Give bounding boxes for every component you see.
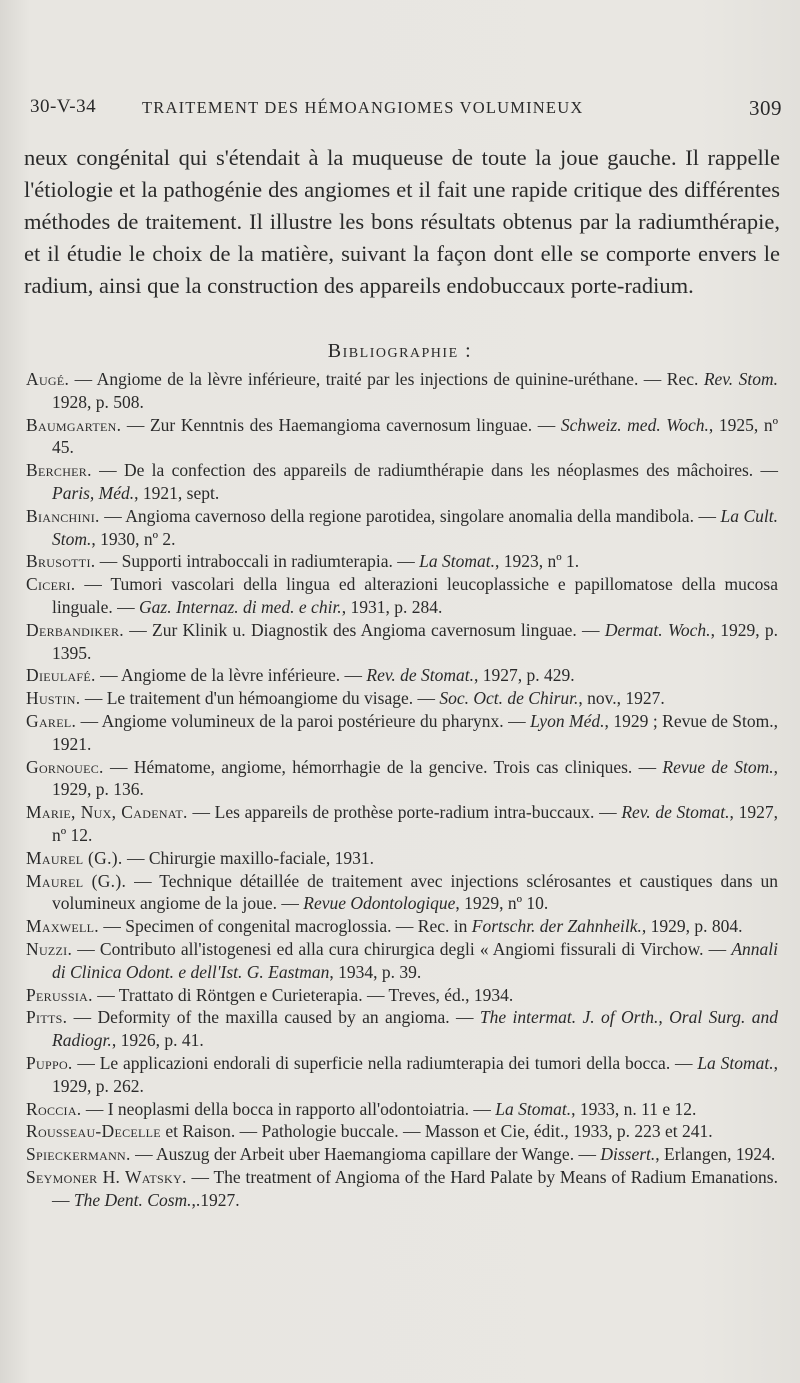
entry-source: The Dent. Cosm. [73, 1189, 192, 1210]
entry-text: — Tumori vascolari della lingua ed alterazioni leucoplassiche e papillomatose della mucosa linguale. — [52, 574, 778, 617]
bibliography-entry [26, 1098, 778, 1121]
entry-source: Rev. de Stomat. [366, 665, 474, 686]
entry-text: — Contributo all'istogenesi ed alla cura chirurgica degli « Angiomi fissurali di Virchow. — [72, 938, 732, 959]
bibliography-entry [26, 414, 778, 460]
entry-source: Fortschr. der Zahnheilk. [471, 916, 642, 937]
entry-author: Bercher. [26, 460, 92, 481]
bibliography-entry [26, 1143, 778, 1166]
bibliography-entry [26, 368, 778, 414]
header-date: 30-V-34 [30, 96, 97, 117]
intro-text [24, 142, 780, 302]
entry-author: Gornouec. [26, 756, 104, 777]
entry-details: , 1923, nº 1. [494, 551, 580, 572]
entry-text: — The treatment of Angioma of the Hard Palate by Means of Radium Emanations. — [52, 1166, 778, 1210]
entry-details: , 1927, p. 429. [473, 665, 575, 686]
entry-details: , 1927, nº 12. [52, 802, 779, 845]
entry-source: La Cult. Stom. [52, 505, 778, 549]
bibliography-entry [26, 619, 778, 665]
section-title: Bibliographie : [327, 340, 473, 362]
entry-text: — Zur Klinik u. Diagnostik des Angioma cavernosum linguae. — [123, 619, 605, 640]
entry-details: , 1929, p. 262. [52, 1052, 778, 1096]
entry-details: , 1929, p. 1395. [52, 619, 778, 663]
bibliography-entry [26, 1120, 778, 1143]
bibliography-entry [26, 505, 778, 551]
bibliography-entry [26, 938, 778, 984]
entry-author: Seymoner H. Watsky. [26, 1166, 187, 1187]
entry-details: , 1929, p. 804. [641, 916, 743, 937]
entry-text: — Angiome de la lèvre inférieure. — [95, 665, 367, 686]
entry-details: , 1930, nº 2. [91, 528, 176, 549]
bibliography-entry [26, 915, 778, 938]
bibliography-entry [26, 687, 778, 710]
entry-source: La Stomat. [697, 1052, 774, 1073]
bibliography-entry [26, 870, 778, 916]
entry-source: Rev. de Stomat. [621, 802, 730, 823]
entry-author: Maxwell. [26, 916, 99, 937]
entry-author: Rousseau-Decelle [26, 1121, 161, 1142]
entry-author: Maurel (G.). [26, 870, 127, 891]
bibliography-entry [26, 1052, 778, 1098]
entry-details: , 1929, nº 10. [455, 893, 549, 914]
entry-author: Brusotti. [26, 551, 96, 572]
entry-author: Augé. [26, 369, 70, 389]
entry-text: — Chirurgie maxillo-faciale, 1931. [122, 847, 374, 868]
entry-author: Perussia. [26, 984, 93, 1005]
bibliography-entry [26, 550, 778, 573]
bibliography-entry [26, 847, 778, 870]
entry-text: — Le traitement d'un hémoangiome du visage. — [80, 688, 440, 709]
entry-source: Schweiz. med. Woch. [560, 414, 709, 435]
entry-source: Annali di Clinica Odont. e dell'Ist. G. Eastman [52, 938, 778, 982]
entry-source: The intermat. J. of Orth., Oral Surg. and Radiogr. [52, 1007, 778, 1051]
entry-source: La Stomat. [419, 551, 495, 572]
entry-author: Dieulafé. [26, 665, 96, 686]
entry-details: , 1921, sept. [134, 482, 220, 503]
entry-source: Revue Odontologique [303, 893, 456, 914]
entry-text: — Hématome, angiome, hémorrhagie de la gencive. Trois cas cliniques. — [103, 756, 663, 777]
bibliography-entry [26, 984, 778, 1007]
entry-details: ,.1927. [191, 1189, 240, 1210]
entry-author: Derbandiker. [26, 619, 124, 640]
entry-text: et Raison. — Pathologie buccale. — Masson et Cie, édit., 1933, p. 223 et 241. [160, 1121, 713, 1142]
entry-author: Nuzzi. [26, 938, 73, 959]
entry-text: — Supporti intraboccali in radiumterapia. — [95, 551, 420, 572]
entry-details: , 1929, p. 136. [52, 756, 779, 800]
entry-source: Dissert. [600, 1144, 656, 1165]
entry-text: — Le applicazioni endorali di superficie nella radiumterapia dei tumori della bocca. — [72, 1052, 698, 1073]
entry-source: Paris, Méd. [52, 482, 135, 503]
entry-author: Pitts. [26, 1007, 68, 1028]
entry-details: , 1925, nº 45. [52, 414, 779, 458]
entry-text: — Specimen of congenital macroglossia. — Rec. in [98, 916, 472, 937]
page-number: 309 [749, 96, 782, 120]
entry-text: — Auszug der Arbeit uber Haemangioma capillare der Wange. — [130, 1144, 601, 1165]
entry-text: — I neoplasmi della bocca in rapporto all'odontoiatria. — [81, 1098, 496, 1119]
entry-source: Revue de Stom. [662, 756, 774, 777]
entry-author: Hustin. [26, 688, 81, 709]
entry-text: — De la confection des appareils de radiumthérapie dans les néoplasmes des mâchoires. — [91, 460, 778, 481]
bibliography-entry [26, 756, 778, 802]
entry-details: , Erlangen, 1924. [655, 1144, 776, 1165]
bibliography-entry [26, 573, 778, 619]
entry-author: Garel. [26, 710, 77, 731]
bibliography-entry [26, 664, 778, 687]
entry-author: Spieckermann. [26, 1144, 131, 1165]
entry-source: La Stomat. [495, 1098, 572, 1119]
entry-author: Maurel (G.). [26, 847, 123, 868]
entry-text: — Deformity of the maxilla caused by an angioma. — [67, 1007, 480, 1028]
entry-source: Lyon Méd. [530, 710, 605, 731]
entry-author: Ciceri. [26, 574, 76, 595]
entry-author: Bianchini. [26, 505, 100, 526]
entry-text: — Technique détaillée de traitement avec injections sclérosantes et caustiques dans un volumineux angiome de la joue. — [52, 870, 779, 914]
entry-text: — Angioma cavernoso della regione parotidea, singolare anomalia della mandibola. — [99, 505, 721, 526]
header-title: TRAITEMENT DES HÉMOANGIOMES VOLUMINEUX [142, 98, 584, 117]
entry-source: Gaz. Internaz. di med. e chir. [139, 596, 342, 617]
entry-source: Dermat. Woch. [604, 619, 711, 640]
entry-text: — Angiome volumineux de la paroi postérieure du pharynx. — [76, 710, 531, 731]
entry-author: Puppo. [26, 1052, 73, 1073]
bibliography-list [26, 368, 778, 1211]
entry-author: Roccia. [26, 1098, 82, 1119]
entry-text: — Angiome de la lèvre inférieure, traité par les injections de quinine-uréthane. — Rec. [69, 369, 704, 389]
entry-source: Soc. Oct. de Chirur. [439, 688, 579, 709]
bibliography-entry [26, 710, 778, 756]
entry-details: , 1931, p. 284. [341, 596, 443, 617]
entry-details: 1928, p. 508. [52, 391, 144, 412]
entry-details: , 1933, n. 11 e 12. [571, 1098, 697, 1119]
entry-details: , 1929 ; Revue de Stom., 1921. [52, 710, 779, 754]
bibliography-entry [26, 801, 778, 847]
entry-source: Rev. Stom. [703, 369, 778, 389]
bibliography-entry [26, 1166, 778, 1212]
entry-details: , 1926, p. 41. [111, 1030, 204, 1051]
entry-author: Marie, Nux, Cadenat. [26, 802, 188, 823]
bibliography-entry [26, 1006, 778, 1052]
bibliography-entry [26, 459, 778, 505]
entry-text: — Zur Kenntnis des Haemangioma cavernosum linguae. — [121, 414, 561, 435]
entry-details: , 1934, p. 39. [329, 961, 422, 982]
entry-text: — Trattato di Röntgen e Curieterapia. — Treves, éd., 1934. [92, 984, 514, 1005]
entry-details: , nov., 1927. [578, 688, 665, 709]
entry-author: Baumgarten. [26, 414, 122, 435]
entry-text: — Les appareils de prothèse porte-radium intra-buccaux. — [187, 802, 622, 823]
intro-paragraph: neux congénital qui s'étendait à la muqueuse de toute la joue gauche. Il rappelle l'étiologie et la pathogénie des angiomes et il fait une rapide critique des différentes méthodes de traitement. Il illustre les bons résultats obtenus par la radiumthérapie, et il étudie le choix de la matière, suivant la façon dont elle se comporte envers le radium, ainsi que la construction des appareils endobuccaux porte-radium. [24, 145, 780, 298]
